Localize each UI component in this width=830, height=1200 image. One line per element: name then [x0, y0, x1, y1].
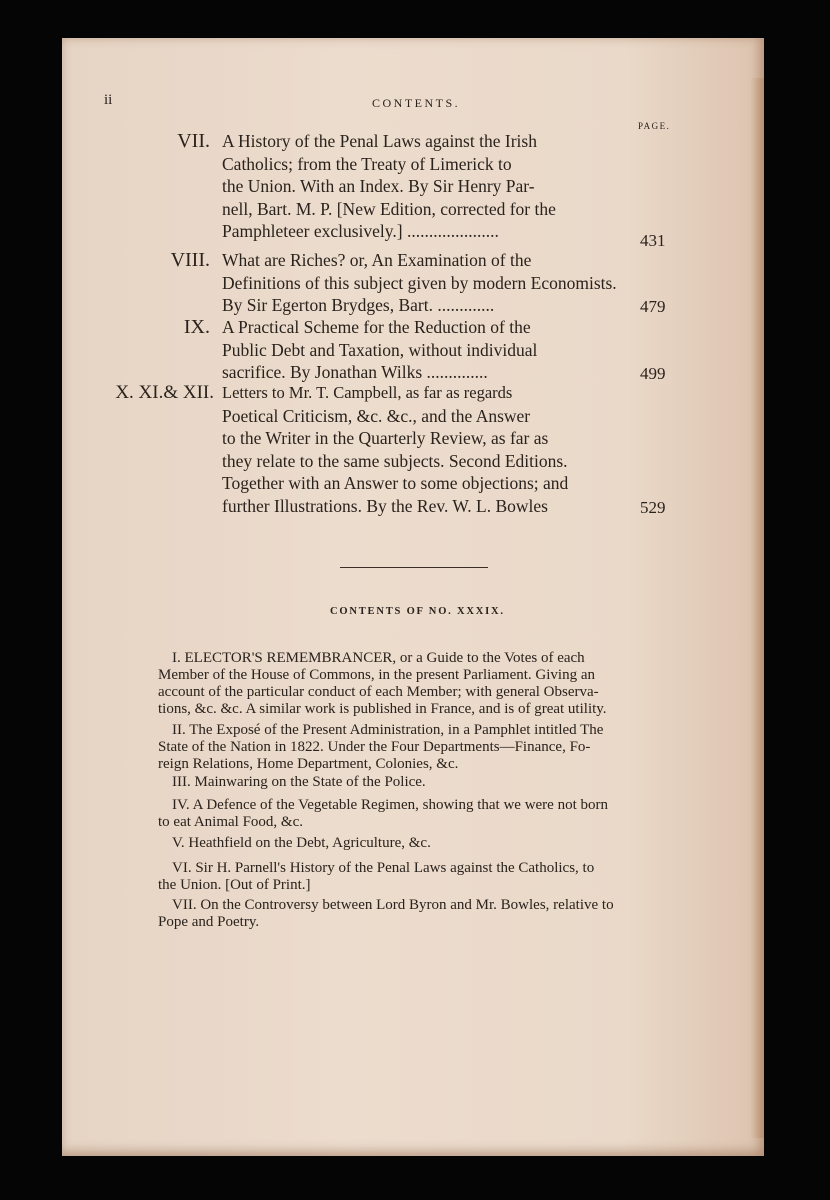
item-line: VII. On the Controversy between Lord Byron and Mr. Bowles, relative to: [172, 897, 614, 913]
item-line: Member of the House of Commons, in the present Parliament. Giving an: [158, 667, 595, 683]
item-line: II. The Exposé of the Present Administration, in a Pamphlet intitled The: [172, 722, 604, 738]
entry-number: X. XI.& XII.: [115, 382, 214, 403]
entry-line: A Practical Scheme for the Reduction of the: [222, 317, 531, 337]
list-item: [158, 722, 668, 773]
list-item: [158, 860, 668, 894]
list-item: [158, 797, 668, 831]
entry-line: Together with an Answer to some objections; and: [222, 473, 569, 493]
entry-line: By Sir Egerton Brydges, Bart. .............: [222, 295, 495, 315]
list-item: [158, 774, 668, 791]
folio-number: ii: [104, 92, 113, 108]
entry-text: [222, 382, 634, 517]
item-line: IV. A Defence of the Vegetable Regimen, showing that we were not born: [172, 797, 608, 813]
list-item: [158, 835, 668, 852]
entry-line: A History of the Penal Laws against the Irish: [222, 131, 537, 151]
item-line: the Union. [Out of Print.]: [158, 877, 311, 893]
entry-text: [222, 249, 634, 317]
item-line: Pope and Poetry.: [158, 914, 260, 930]
entry-line: Definitions of this subject given by modern Economists.: [222, 272, 617, 293]
entry-page-number: 499: [640, 364, 666, 383]
item-line: I. ELECTOR'S REMEMBRANCER, or a Guide to the Votes of each: [172, 650, 585, 666]
entry-number: VII.: [177, 130, 210, 152]
entry-text: [222, 130, 634, 243]
item-line: III. Mainwaring on the State of the Police.: [172, 774, 426, 790]
entry-line: further Illustrations. By the Rev. W. L. Bowles: [222, 495, 548, 516]
entry-number: VIII.: [170, 249, 210, 271]
item-line: VI. Sir H. Parnell's History of the Penal Laws against the Catholics, to: [172, 860, 595, 876]
entry-line: Pamphleteer exclusively.] .....................: [222, 221, 499, 241]
list-item: [158, 650, 668, 718]
item-line: tions, &c. &c. A similar work is published in France, and is of great utility.: [158, 701, 607, 717]
entry-line: What are Riches? or, An Examination of the: [222, 250, 532, 270]
item-line: reign Relations, Home Department, Colonies, &c.: [158, 756, 459, 772]
entry-text: [222, 316, 634, 384]
section-rule: [340, 567, 488, 568]
page-column-label: PAGE.: [638, 121, 671, 131]
entry-number: IX.: [183, 316, 210, 338]
entry-page-number: 431: [640, 231, 666, 250]
entry-page-number: 529: [640, 498, 666, 517]
list-item: [158, 897, 668, 931]
entry-line: to the Writer in the Quarterly Review, as far as: [222, 428, 549, 448]
entry-line: sacrifice. By Jonathan Wilks ..............: [222, 362, 488, 382]
page-edge-stain: [750, 78, 764, 1138]
entry-line: Letters to Mr. T. Campbell, as far as regards: [222, 383, 513, 402]
entry-line: nell, Bart. M. P. [New Edition, corrected for the: [222, 198, 556, 219]
item-line: V. Heathfield on the Debt, Agriculture, &c.: [172, 835, 431, 851]
entry-line: Public Debt and Taxation, without individual: [222, 339, 538, 360]
item-line: to eat Animal Food, &c.: [158, 814, 303, 830]
running-head: CONTENTS.: [372, 96, 461, 110]
item-line: account of the particular conduct of each Member; with general Observa-: [158, 684, 599, 700]
entry-line: they relate to the same subjects. Second Editions.: [222, 450, 568, 471]
entry-line: Catholics; from the Treaty of Limerick to: [222, 153, 512, 174]
entry-line: the Union. With an Index. By Sir Henry Par-: [222, 176, 535, 196]
entry-page-number: 479: [640, 297, 666, 316]
section-heading: CONTENTS OF NO. XXXIX.: [330, 606, 505, 617]
item-line: State of the Nation in 1822. Under the Four Departments—Finance, Fo-: [158, 739, 591, 755]
entry-line: Poetical Criticism, &c. &c., and the Answer: [222, 405, 531, 426]
